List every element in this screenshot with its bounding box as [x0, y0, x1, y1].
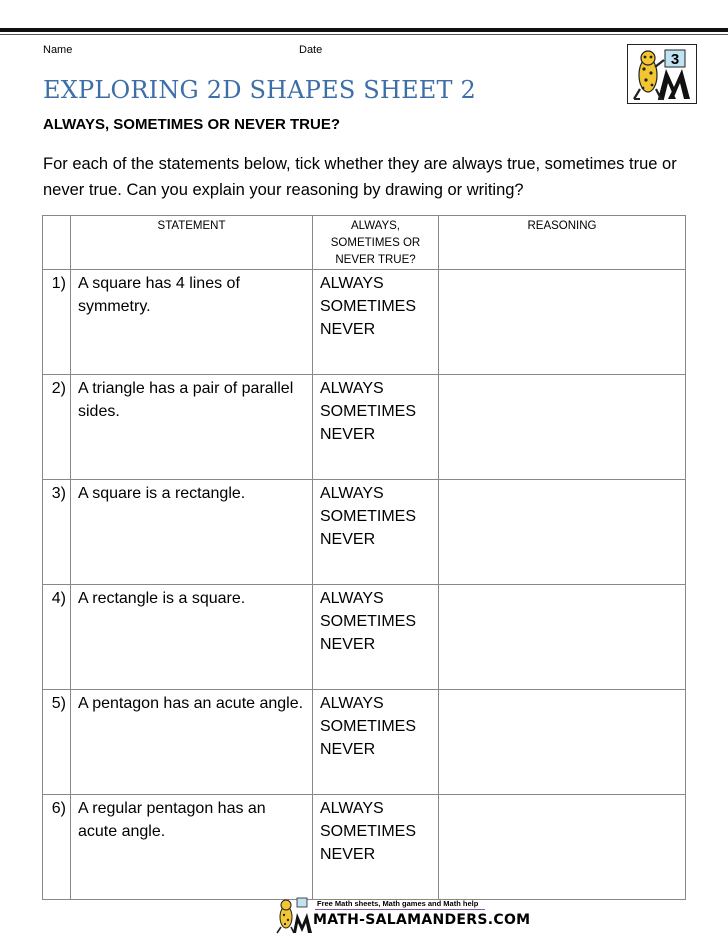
reasoning-cell[interactable] [439, 375, 686, 480]
statement-text: A square is a rectangle. [71, 480, 313, 585]
table-row [43, 585, 686, 690]
statement-header: STATEMENT [71, 216, 313, 270]
table-row [43, 480, 686, 585]
choice-header-line: ALWAYS, [351, 220, 400, 232]
answer-options [313, 690, 439, 795]
answer-options [313, 795, 439, 900]
row-number: 4) [43, 585, 71, 690]
date-label: Date [299, 44, 323, 56]
statements-table [42, 215, 686, 900]
footer-tagline: Free Math sheets, Math games and Math help [317, 899, 479, 908]
reasoning-cell[interactable] [439, 690, 686, 795]
row-number: 3) [43, 480, 71, 585]
answer-option-always[interactable]: ALWAYS [320, 590, 384, 607]
answer-option-never[interactable]: NEVER [320, 741, 376, 758]
table-row [43, 375, 686, 480]
choice-header-line: SOMETIMES OR [330, 237, 421, 249]
page-title: EXPLORING 2D SHAPES SHEET 2 [43, 76, 477, 104]
top-rule-thin [0, 34, 728, 35]
answer-option-sometimes[interactable]: SOMETIMES [320, 403, 417, 420]
table-header-row [43, 216, 686, 270]
answer-option-never[interactable]: NEVER [320, 426, 376, 443]
table-row [43, 270, 686, 375]
statement-text: A regular pentagon has an acute angle. [71, 795, 313, 900]
salamander-logo-icon [628, 45, 696, 103]
grade-number: 3 [670, 51, 680, 68]
answer-option-sometimes[interactable]: SOMETIMES [320, 298, 417, 315]
answer-option-sometimes[interactable]: SOMETIMES [320, 508, 417, 525]
table-row [43, 690, 686, 795]
answer-options [313, 480, 439, 585]
number-header [43, 216, 71, 270]
reasoning-cell[interactable] [439, 795, 686, 900]
answer-option-never[interactable]: NEVER [320, 636, 376, 653]
answer-option-never[interactable]: NEVER [320, 321, 376, 338]
answer-option-sometimes[interactable]: SOMETIMES [320, 613, 417, 630]
footer-brand: MATH-SALAMANDERS.COM [313, 912, 531, 928]
math-salamanders-logo [627, 44, 697, 104]
answer-options [313, 585, 439, 690]
statement-text: A rectangle is a square. [71, 585, 313, 690]
instructions: For each of the statements below, tick whether they are always true, sometimes true or never true. Can you explain your reasoning by drawing or writing? [43, 155, 677, 199]
footer-salamander-icon [275, 895, 315, 935]
row-number: 6) [43, 795, 71, 900]
statement-text: A triangle has a pair of parallel sides. [71, 375, 313, 480]
row-number: 5) [43, 690, 71, 795]
statement-text: A pentagon has an acute angle. [71, 690, 313, 795]
reasoning-cell[interactable] [439, 270, 686, 375]
reasoning-cell[interactable] [439, 480, 686, 585]
row-number: 1) [43, 270, 71, 375]
answer-option-always[interactable]: ALWAYS [320, 380, 384, 397]
row-number: 2) [43, 375, 71, 480]
page-subtitle: ALWAYS, SOMETIMES OR NEVER TRUE? [43, 116, 340, 133]
top-rule [0, 28, 728, 32]
answer-option-always[interactable]: ALWAYS [320, 800, 384, 817]
answer-option-never[interactable]: NEVER [320, 846, 376, 863]
answer-option-always[interactable]: ALWAYS [320, 485, 384, 502]
answer-option-always[interactable]: ALWAYS [320, 695, 384, 712]
statement-text: A square has 4 lines of symmetry. [71, 270, 313, 375]
answer-options [313, 375, 439, 480]
reasoning-cell[interactable] [439, 585, 686, 690]
answer-options [313, 270, 439, 375]
footer-logo [275, 895, 531, 935]
answer-option-always[interactable]: ALWAYS [320, 275, 384, 292]
choice-header-line: NEVER TRUE? [335, 254, 416, 266]
answer-option-sometimes[interactable]: SOMETIMES [320, 823, 417, 840]
table-row [43, 795, 686, 900]
choice-header [313, 216, 439, 270]
answer-option-never[interactable]: NEVER [320, 531, 376, 548]
footer-divider [315, 909, 485, 910]
answer-option-sometimes[interactable]: SOMETIMES [320, 718, 417, 735]
name-label: Name [43, 44, 73, 56]
reasoning-header: REASONING [439, 216, 686, 270]
